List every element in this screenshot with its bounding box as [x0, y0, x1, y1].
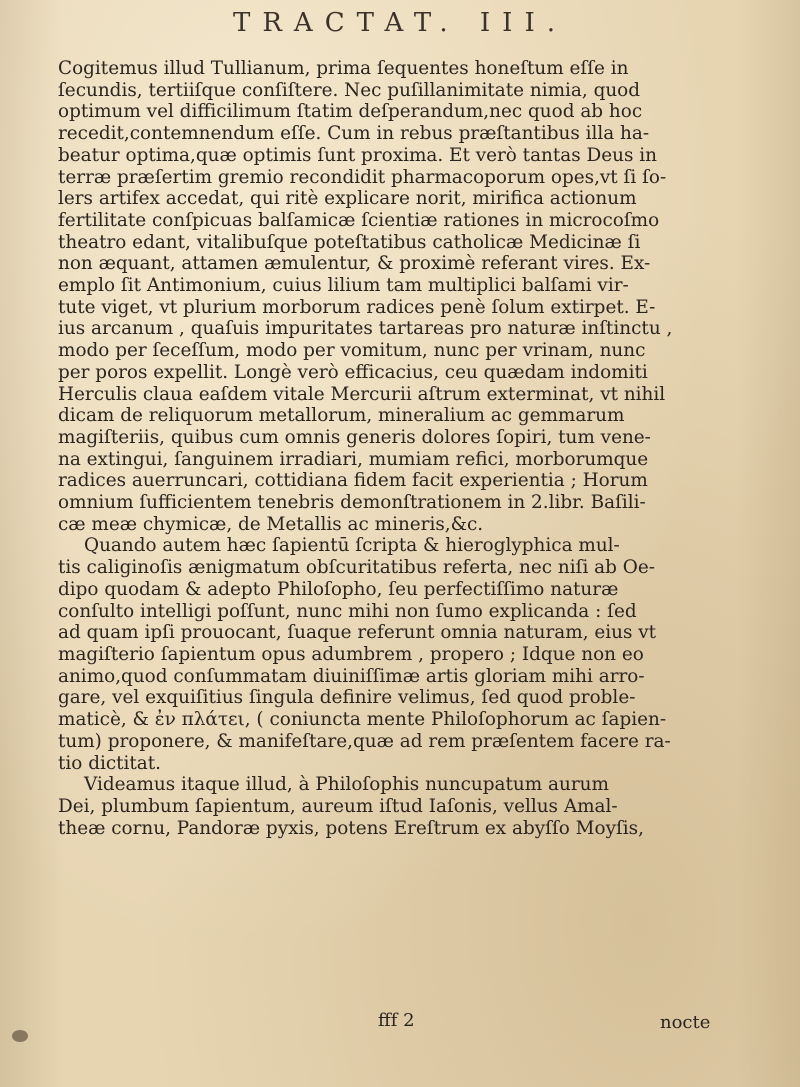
text-line: theatro edant, vitalibuſque poteſtatibus catholicæ Medicinæ ſi — [58, 231, 641, 253]
text-line: emplo ſit Antimonium, cuius lilium tam multiplici balſami vir- — [58, 275, 629, 297]
paragraph-1 — [58, 58, 800, 535]
text-line: dipo quodam & adepto Philoſopho, ſeu perfectiſſimo naturæ — [58, 578, 619, 600]
text-line: tum) proponere, & manifeſtare,quæ ad rem præſentem facere ra- — [58, 730, 671, 752]
text-line: Videamus itaque illud, à Philoſophis nuncupatum aurum — [84, 774, 609, 796]
running-head: TRACTAT. III. — [233, 8, 567, 38]
text-line: maticè, & ἐν πλάτει, ( coniuncta mente Philoſophorum ac ſapien- — [58, 709, 667, 731]
signature-mark: fff 2 — [378, 1010, 415, 1031]
catchword: nocte — [660, 1012, 711, 1033]
text-line: omnium ſufficientem tenebris demonſtrationem in 2.libr. Baſili- — [58, 492, 646, 514]
text-line: cæ meæ chymicæ, de Metallis ac mineris,&c. — [58, 513, 484, 535]
text-line: na extingui, ſanguinem irradiari, mumiam refici, morborumque — [58, 448, 649, 470]
text-line: ius arcanum , quaſuis impuritates tartareas pro naturæ inſtinctu , — [58, 318, 673, 340]
text-line: ſecundis, tertiiſque conſiſtere. Nec puſillanimitate nimia, quod — [58, 79, 641, 101]
text-line: terræ præſertim gremio recondidit pharmacoporum opes,vt ſi ſo- — [58, 166, 667, 188]
paragraph-2 — [58, 535, 800, 774]
paragraph-3 — [58, 774, 800, 839]
text-line: magiſterio ſapientum opus adumbrem , propero ; Idque non eo — [58, 643, 644, 665]
text-line: radices auerruncari, cottidiana fidem facit experientia ; Horum — [58, 470, 648, 492]
text-line: fertilitate conſpicuas balſamicæ ſcientiæ rationes in microcoſmo — [58, 209, 660, 231]
text-line: optimum vel difficilimum ſtatim deſperandum,nec quod ab hoc — [58, 101, 643, 123]
text-line: ad quam ipſi prouocant, ſuaque referunt omnia naturam, eius vt — [58, 622, 657, 644]
text-line: conſulto intelligi poſſunt, nunc mihi non ſumo explicanda : ſed — [58, 600, 637, 622]
ink-stain — [12, 1030, 28, 1042]
text-line: non æquant, attamen æmulentur, & proximè referant vires. Ex- — [58, 253, 651, 275]
text-line: Cogitemus illud Tullianum, prima ſequentes honeſtum eſſe in — [58, 58, 629, 79]
text-line: gare, vel exquiſitius ſingula definire velimus, ſed quod proble- — [58, 687, 636, 709]
text-line: Dei, plumbum ſapientum, aureum iſtud Iaſonis, vellus Amal- — [58, 795, 618, 817]
body-text — [58, 58, 800, 839]
text-line: magiſteriis, quibus cum omnis generis dolores ſopiri, tum vene- — [58, 426, 651, 448]
text-line: tio dictitat. — [58, 752, 162, 774]
text-line: modo per ſeceſſum, modo per vomitum, nunc per vrinam, nunc — [58, 340, 646, 362]
text-line: dicam de reliquorum metallorum, mineralium ac gemmarum — [58, 405, 625, 427]
text-line: tute viget, vt plurium morborum radices penè ſolum extirpet. E- — [58, 296, 656, 318]
text-line: animo,quod conſummatam diuiniſſimæ artis gloriam mihi arro- — [58, 665, 645, 687]
text-line: lers artifex accedat, qui ritè explicare norit, mirifica actionum — [58, 188, 637, 210]
text-line: beatur optima,quæ optimis ſunt proxima. Et verò tantas Deus in — [58, 144, 658, 166]
text-line: recedit,contemnendum eſſe. Cum in rebus præſtantibus illa ha- — [58, 123, 650, 145]
text-line: per poros expellit. Longè verò efficacius, ceu quædam indomiti — [58, 361, 648, 383]
text-line: tis caliginoſis ænigmatum obſcuritatibus referta, nec niſi ab Oe- — [58, 557, 655, 579]
text-line: Herculis claua eaſdem vitale Mercurii aſtrum exterminat, vt nihil — [58, 383, 666, 405]
text-line: theæ cornu, Pandoræ pyxis, potens Ereſtrum ex abyſſo Moyſis, — [58, 817, 644, 839]
text-line: Quando autem hæc ſapientū ſcripta & hieroglyphica mul- — [84, 535, 620, 557]
